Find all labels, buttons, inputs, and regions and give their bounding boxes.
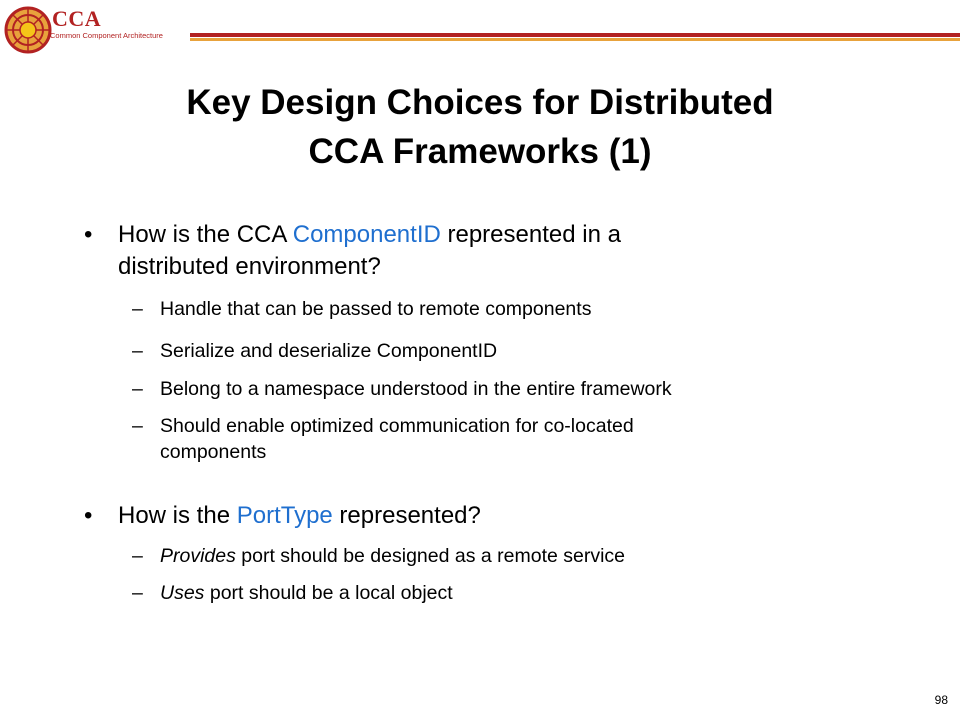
sub-bullet-2-2-emphasis: Uses: [160, 582, 205, 604]
sub-bullet-2-1-rest: port should be designed as a remote service: [235, 545, 626, 567]
logo-subtitle: Common Component Architecture: [50, 31, 163, 40]
sub-bullet-marker: –: [132, 340, 143, 362]
cca-logo-icon: [4, 4, 52, 56]
bullet-marker: •: [84, 502, 93, 529]
slide-title: [0, 78, 960, 176]
bullet-1-suffix: represented in a: [440, 221, 621, 248]
logo-acronym: CCA: [52, 6, 102, 31]
slide-title-line-1: Key Design Choices for Distributed: [186, 83, 774, 122]
sub-bullet-2-1-emphasis: Provides: [160, 545, 236, 567]
sub-bullet-marker: –: [132, 298, 143, 320]
bullet-2-text: [118, 500, 838, 532]
bullet-2-highlight: PortType: [236, 502, 333, 529]
page-number: 98: [934, 693, 948, 707]
bullet-1-prefix: How is the CCA: [118, 221, 293, 248]
sub-bullet-marker: –: [132, 582, 143, 604]
sub-bullet-marker: –: [132, 378, 143, 400]
sub-bullet-1-4-line-2: components: [160, 441, 267, 463]
sub-bullet-1-1: Handle that can be passed to remote components: [160, 298, 592, 320]
bullet-1-highlight: ComponentID: [292, 221, 441, 248]
sub-bullet-marker: –: [132, 415, 143, 437]
slide-title-line-2: CCA Frameworks (1): [308, 132, 652, 171]
bullet-2-suffix: represented?: [332, 502, 481, 529]
sub-bullet-marker: –: [132, 545, 143, 567]
bullet-marker: •: [84, 221, 93, 248]
sub-bullet-2-2-rest: port should be a local object: [204, 582, 453, 604]
sub-bullet-2-1: [160, 543, 880, 569]
sub-bullet-1-3: Belong to a namespace understood in the entire framework: [160, 378, 672, 400]
bullet-2-prefix: How is the: [118, 502, 237, 529]
header-rule: [190, 33, 960, 42]
bullet-1-text: [118, 219, 838, 283]
bullet-1-line-2: distributed environment?: [118, 253, 381, 280]
sub-bullet-1-4-line-1: Should enable optimized communication for co-located: [160, 415, 634, 437]
sub-bullet-1-2: Serialize and deserialize ComponentID: [160, 340, 498, 362]
sub-bullet-2-2: [160, 580, 880, 606]
sub-bullet-1-4: [160, 413, 880, 465]
